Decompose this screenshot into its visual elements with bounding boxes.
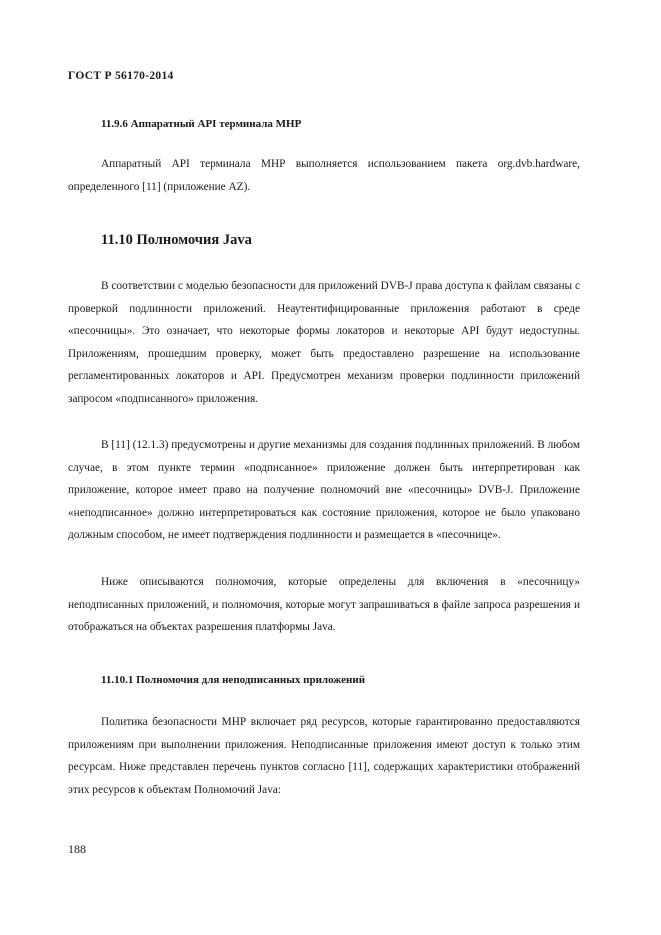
paragraph-security-model: В соответствии с моделью безопасности для приложений DVB-J права доступа к файлам связаны с проверкой подлинности приложений. Неаутентифицированные приложения работают в среде «песочницы». Это означает, что некоторые формы локаторов и некоторые API будут недоступны. Приложениям, прошедшим проверку, может быть предоставлено разрешение на использование регламентированных локаторов и API. Предусмотрен механизм проверки подлинности приложений запросом «подписанного» приложения. [68,280,580,405]
paragraph-mhp-policy: Политика безопасности МНР включает ряд ресурсов, которые гарантированно предоставляются приложениям при выполнении приложения. Неподписанные приложения имеют доступ к только этим ресурсам. Ниже представлен перечень пунктов согласно [11], содержащих характеристики отображений этих ресурсов к объектам Полномочий Java: [68,716,580,796]
standard-header: ГОСТ Р 56170-2014 [68,70,174,82]
section-heading-11-10-1: 11.10.1 Полномочия для неподписанных приложений [101,674,366,686]
paragraph-other-mechanisms: В [11] (12.1.3) предусмотрены и другие механизмы для создания подлинных приложений. В любом случае, в этом пункте термин «подписанное» приложение должен быть интерпретирован как приложение, которое имеет право на получение полномочий вне «песочницы» DVB-J. Приложение «неподписанное» должно интерпретироваться как состояние приложения, которое не было упаковано должным способом, не имеет подтверждения подлинности и размещается в «песочнице». [68,439,580,542]
section-heading-11-10: 11.10 Полномочия Java [101,232,252,248]
page-number: 188 [68,842,86,856]
section-heading-11-9-6: 11.9.6 Аппаратный API терминала МНР [101,118,302,130]
paragraph-permissions-list: Ниже описываются полномочия, которые определены для включения в «песочницу» неподписанных приложений, и полномочия, которые могут запрашиваться в файле запроса разрешения и отображаться на объектах разрешения платформы Java. [68,576,580,634]
paragraph-hardware-api: Аппаратный API терминала МНР выполняется использованием пакета org.dvb.hardware, определенного [11] (приложение AZ). [68,158,580,193]
